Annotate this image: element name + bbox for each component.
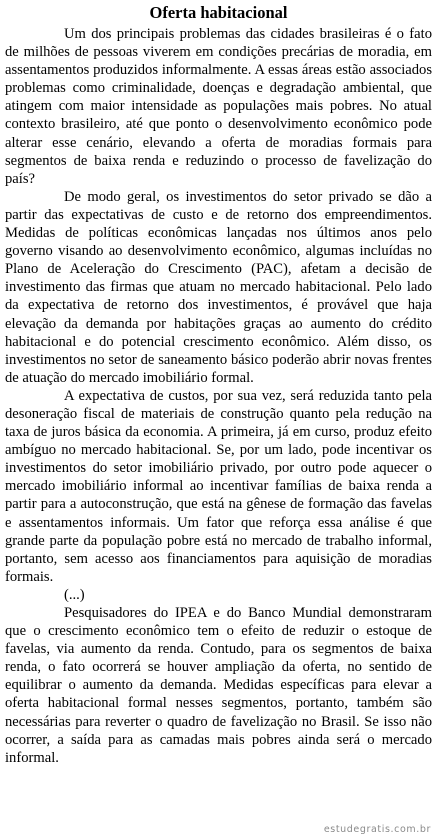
- paragraph-2: De modo geral, os investimentos do setor privado se dão a partir das expectativas de custo e de retorno dos empreendimentos. Medidas de políticas econômicas lançadas nos últimos anos pelo governo visando ao desenvolvimento econômico, algumas incluídas no Plano de Aceleração do Crescimento (PAC), afetam a decisão de investimento das firmas que atuam no mercado habitacional. Pelo lado da expectativa de retorno dos investimentos, é provável que haja elevação da demanda por habitações graças ao aumento do crédito habitacional e do potencial crescimento econômico. Além disso, os investimentos no setor de saneamento básico poderão abrir novas frentes de atuação do mercado imobiliário formal.: [5, 188, 432, 386]
- watermark-text: estudegratis.com.br: [323, 824, 431, 835]
- document-title: Oferta habitacional: [149, 3, 288, 22]
- paragraph-3: A expectativa de custos, por sua vez, será reduzida tanto pela desoneração fiscal de materiais de construção quanto pela redução na taxa de juros básica da economia. A primeira, já em curso, produz efeito ambíguo no mercado habitacional. Se, por um lado, pode incentivar os investimentos do setor imobiliário privado, por outro pode aquecer o mercado imobiliário informal ao incentivar famílias de baixa renda a partir para a autoconstrução, que está na gênese de formação das favelas e assentamentos informais. Um fator que reforça essa análise é que grande parte da população pobre está no mercado de trabalho informal, portanto, sem acesso aos financiamentos para aquisição de moradias formais.: [5, 387, 432, 585]
- omission-marker: (...): [64, 586, 85, 603]
- paragraph-1: Um dos principais problemas das cidades brasileiras é o fato de milhões de pessoas viverem em condições precárias de moradia, em assentamentos produzidos informalmente. A essas áreas estão associados problemas como criminalidade, doenças e degradação ambiental, que atingem com maior intensidade as populações mais pobres. No atual contexto brasileiro, até que ponto o desenvolvimento econômico pode alterar esse cenário, elevando a oferta de moradias formais para segmentos de baixa renda e reduzindo o processo de favelização do país?: [5, 26, 432, 187]
- document-page: [5, 0, 432, 767]
- paragraph-4: Pesquisadores do IPEA e do Banco Mundial demonstraram que o crescimento econômico tem o efeito de reduzir o estoque de favelas, via aumento da renda. Contudo, para os segmentos de baixa renda, o fato ocorrerá se houver ampliação da oferta, no sentido de equilibrar o aumento da demanda. Medidas específicas para elevar a oferta habitacional formal nesses segmentos, portanto, também são necessárias para reverter o quadro de favelização no Brasil. Se isso não ocorrer, a saída para as camadas mais pobres ainda será o mercado informal.: [5, 605, 432, 766]
